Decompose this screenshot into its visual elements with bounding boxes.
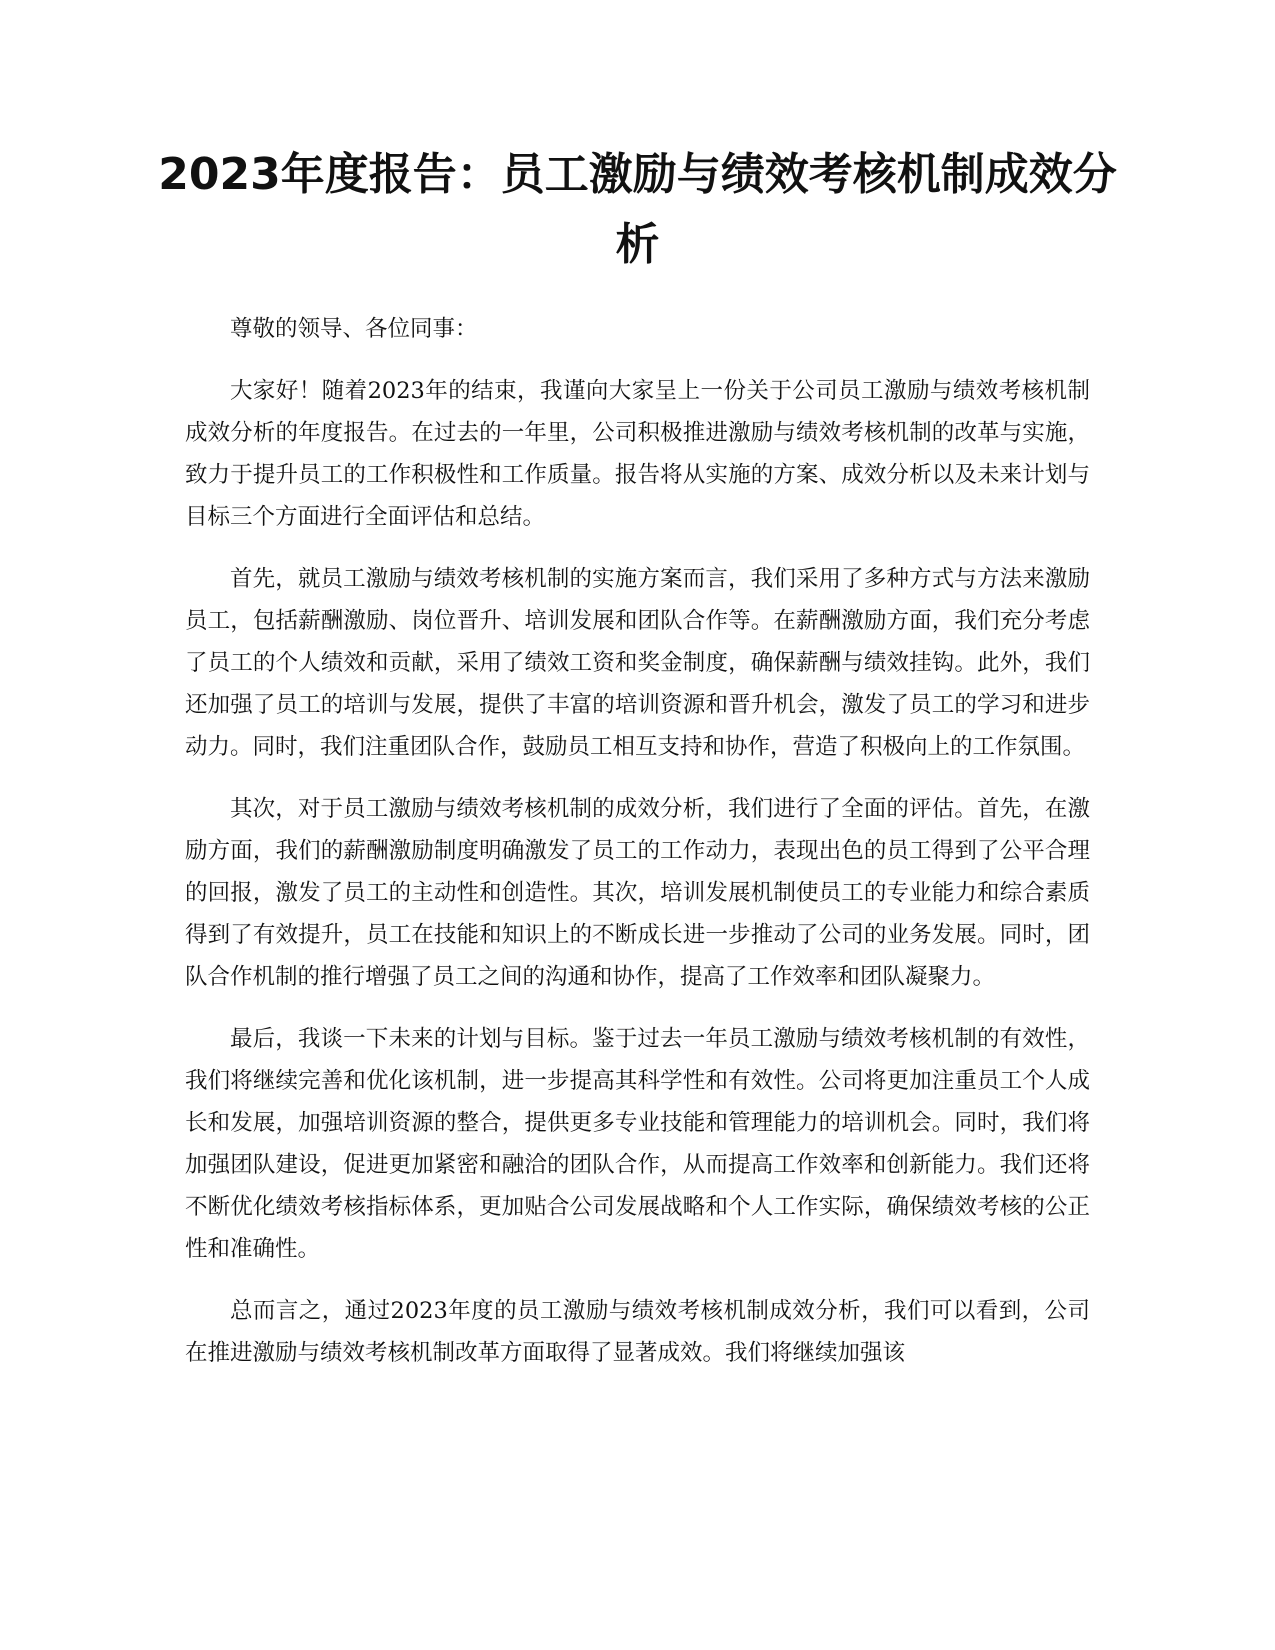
effectiveness-paragraph: 其次，对于员工激励与绩效考核机制的成效分析，我们进行了全面的评估。首先，在激励方面，我们的薪酬激励制度明确激发了员工的工作动力，表现出色的员工得到了公平合理的回报，激发了员工的主动性和创造性。其次，培训发展机制使员工的专业能力和综合素质得到了有效提升，员工在技能和知识上的不断成长进一步推动了公司的业务发展。同时，团队合作机制的推行增强了员工之间的沟通和协作，提高了工作效率和团队凝聚力。 (185, 796, 1090, 990)
implementation-paragraph: 首先，就员工激励与绩效考核机制的实施方案而言，我们采用了多种方式与方法来激励员工，包括薪酬激励、岗位晋升、培训发展和团队合作等。在薪酬激励方面，我们充分考虑了员工的个人绩效和贡献，采用了绩效工资和奖金制度，确保薪酬与绩效挂钩。此外，我们还加强了员工的培训与发展，提供了丰富的培训资源和晋升机会，激发了员工的学习和进步动力。同时，我们注重团队合作，鼓励员工相互支持和协作，营造了积极向上的工作氛围。 (185, 566, 1090, 760)
salutation-paragraph: 尊敬的领导、各位同事： (230, 316, 478, 342)
conclusion-paragraph: 总而言之，通过2023年度的员工激励与绩效考核机制成效分析，我们可以看到，公司在推进激励与绩效考核机制改革方面取得了显著成效。我们将继续加强该 (185, 1298, 1090, 1366)
future-plan-paragraph: 最后，我谈一下未来的计划与目标。鉴于过去一年员工激励与绩效考核机制的有效性，我们将继续完善和优化该机制，进一步提高其科学性和有效性。公司将更加注重员工个人成长和发展，加强培训资源的整合，提供更多专业技能和管理能力的培训机会。同时，我们将加强团队建设，促进更加紧密和融洽的团队合作，从而提高工作效率和创新能力。我们还将不断优化绩效考核指标体系，更加贴合公司发展战略和个人工作实际，确保绩效考核的公正性和准确性。 (185, 1026, 1090, 1262)
intro-paragraph: 大家好！随着2023年的结束，我谨向大家呈上一份关于公司员工激励与绩效考核机制成效分析的年度报告。在过去的一年里，公司积极推进激励与绩效考核机制的改革与实施，致力于提升员工的工作积极性和工作质量。报告将从实施的方案、成效分析以及未来计划与目标三个方面进行全面评估和总结。 (185, 378, 1090, 530)
document-title: 2023年度报告：员工激励与绩效考核机制成效分析 (158, 149, 1117, 270)
document-body (185, 308, 1090, 1394)
